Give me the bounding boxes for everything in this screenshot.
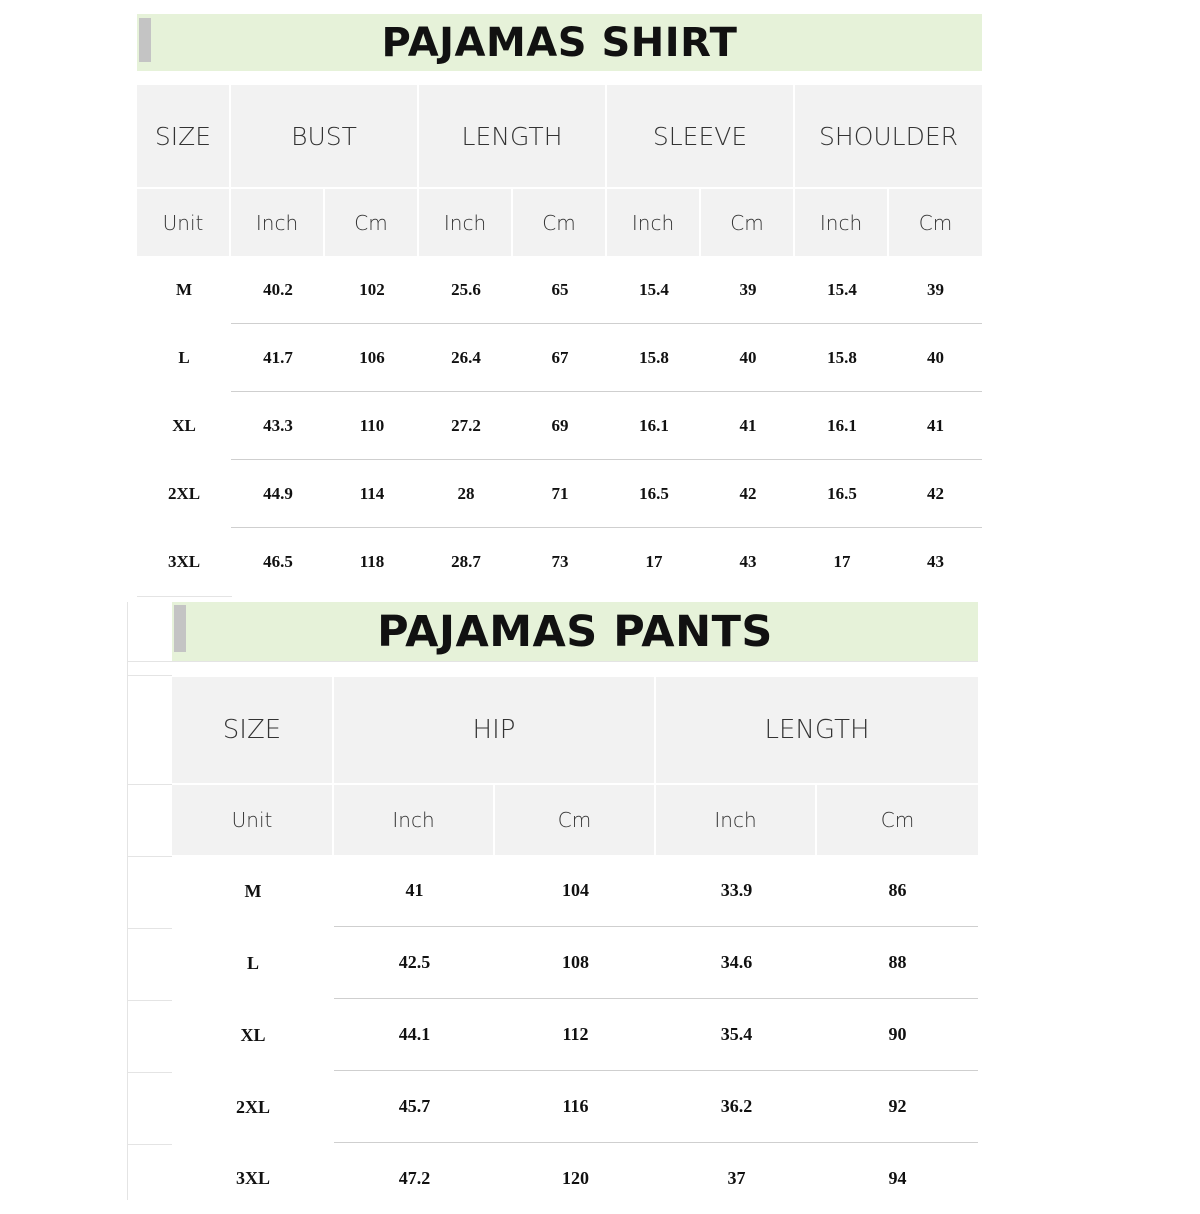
shirt-table-row bbox=[137, 392, 982, 460]
grid-line bbox=[127, 675, 172, 676]
grid-line bbox=[127, 602, 128, 1200]
shirt-row-value: 15.4 bbox=[795, 256, 889, 324]
grid-line bbox=[127, 928, 172, 929]
pants-row-value: 104 bbox=[495, 855, 656, 927]
shirt-size-table bbox=[137, 85, 982, 595]
pants-row-size: 2XL bbox=[235, 1096, 270, 1117]
grid-line bbox=[127, 661, 978, 662]
pants-unit: Cm bbox=[495, 785, 656, 855]
shirt-row-value: 16.5 bbox=[607, 460, 701, 528]
shirt-row-value: 43 bbox=[927, 551, 945, 571]
shirt-unit: Inch bbox=[231, 189, 325, 256]
shirt-row-value: 106 bbox=[325, 324, 419, 392]
pants-row-value: 92 bbox=[817, 1071, 978, 1143]
shirt-row-value: 25.6 bbox=[419, 256, 513, 324]
grid-line bbox=[127, 784, 172, 785]
pants-table-row bbox=[172, 1143, 978, 1214]
shirt-title-accent bbox=[139, 18, 151, 62]
shirt-header-sleeve: SLEEVE bbox=[607, 85, 795, 189]
pants-row-size: 3XL bbox=[235, 1168, 270, 1188]
pants-table-body bbox=[172, 855, 978, 1214]
shirt-row-value: 39 bbox=[889, 256, 982, 324]
pants-row-value: 47.2 bbox=[398, 1168, 431, 1188]
shirt-row-size: XL bbox=[172, 416, 196, 435]
shirt-row-value: 114 bbox=[325, 460, 419, 528]
shirt-table-row bbox=[137, 256, 982, 324]
pants-title-accent bbox=[174, 605, 186, 652]
shirt-row-size: 3XL bbox=[167, 551, 201, 571]
shirt-row-value: 15.8 bbox=[795, 324, 889, 392]
shirt-table-body bbox=[137, 256, 982, 595]
pants-unit-row bbox=[172, 785, 978, 855]
pants-row-value: 44.1 bbox=[334, 999, 495, 1071]
grid-line bbox=[127, 856, 172, 857]
shirt-row-value: 41.7 bbox=[231, 324, 325, 392]
shirt-title-bar bbox=[137, 14, 982, 71]
pants-row-size: M bbox=[244, 880, 262, 901]
pants-row-value: 35.4 bbox=[656, 999, 817, 1071]
pants-header-row bbox=[172, 677, 978, 785]
shirt-row-value: 41 bbox=[701, 392, 795, 460]
pants-unit-label: Unit bbox=[172, 785, 334, 855]
shirt-row-value: 28.7 bbox=[451, 551, 481, 571]
pants-table-row bbox=[172, 1071, 978, 1143]
shirt-row-value: 16.1 bbox=[607, 392, 701, 460]
pants-row-size: L bbox=[246, 952, 259, 973]
shirt-row-value: 69 bbox=[513, 392, 607, 460]
pants-row-value: 94 bbox=[888, 1168, 907, 1188]
pants-unit: Inch bbox=[656, 785, 817, 855]
shirt-row-value: 42 bbox=[701, 460, 795, 528]
pants-row-value: 36.2 bbox=[656, 1071, 817, 1143]
shirt-header-bust: BUST bbox=[231, 85, 419, 189]
pants-row-value: 37 bbox=[727, 1168, 746, 1188]
shirt-row-value: 15.8 bbox=[607, 324, 701, 392]
shirt-unit-row bbox=[137, 189, 982, 256]
pants-row-value: 86 bbox=[817, 855, 978, 927]
pants-table-row bbox=[172, 855, 978, 927]
shirt-row-value: 39 bbox=[701, 256, 795, 324]
grid-line bbox=[127, 1000, 172, 1001]
shirt-row-value: 71 bbox=[513, 460, 607, 528]
pants-row-size: XL bbox=[240, 1024, 266, 1045]
pants-row-value: 34.6 bbox=[656, 927, 817, 999]
shirt-row-value: 16.5 bbox=[795, 460, 889, 528]
shirt-row-value: 44.9 bbox=[231, 460, 325, 528]
pants-table-row bbox=[172, 927, 978, 999]
shirt-row-value: 73 bbox=[551, 551, 569, 571]
shirt-table-row bbox=[137, 460, 982, 528]
shirt-row-value: 28 bbox=[419, 460, 513, 528]
pants-unit: Inch bbox=[334, 785, 495, 855]
pants-row-value: 45.7 bbox=[334, 1071, 495, 1143]
pants-row-value: 42.5 bbox=[334, 927, 495, 999]
shirt-row-value: 67 bbox=[513, 324, 607, 392]
shirt-row-size: L bbox=[178, 348, 190, 367]
grid-line bbox=[127, 1072, 172, 1073]
shirt-row-value: 15.4 bbox=[607, 256, 701, 324]
pants-table-row bbox=[172, 999, 978, 1071]
shirt-row-value: 17 bbox=[645, 551, 663, 571]
shirt-row-value: 40 bbox=[701, 324, 795, 392]
shirt-row-value: 65 bbox=[513, 256, 607, 324]
pants-title: PAJAMAS PANTS bbox=[377, 607, 773, 657]
pants-header-length: LENGTH bbox=[656, 677, 978, 785]
pants-title-bar bbox=[172, 602, 978, 661]
shirt-unit: Cm bbox=[701, 189, 795, 256]
shirt-row-value: 43.3 bbox=[231, 392, 325, 460]
shirt-row-value: 43 bbox=[739, 551, 757, 571]
pants-size-table bbox=[172, 677, 978, 1214]
shirt-title: PAJAMAS SHIRT bbox=[381, 20, 738, 66]
shirt-row-value: 40.2 bbox=[231, 256, 325, 324]
pants-row-value: 90 bbox=[817, 999, 978, 1071]
grid-line bbox=[137, 596, 232, 597]
pants-row-value: 108 bbox=[495, 927, 656, 999]
shirt-table-row bbox=[137, 528, 982, 595]
pants-row-value: 41 bbox=[334, 855, 495, 927]
shirt-unit: Inch bbox=[795, 189, 889, 256]
shirt-unit: Inch bbox=[419, 189, 513, 256]
shirt-row-value: 110 bbox=[325, 392, 419, 460]
shirt-row-value: 27.2 bbox=[419, 392, 513, 460]
shirt-row-value: 26.4 bbox=[419, 324, 513, 392]
shirt-row-value: 42 bbox=[889, 460, 982, 528]
pants-row-value: 120 bbox=[562, 1168, 589, 1188]
shirt-row-size: 2XL bbox=[167, 484, 201, 503]
shirt-header-size: SIZE bbox=[137, 85, 231, 189]
pants-row-value: 88 bbox=[817, 927, 978, 999]
pants-unit: Cm bbox=[817, 785, 978, 855]
shirt-unit: Inch bbox=[607, 189, 701, 256]
shirt-unit: Cm bbox=[889, 189, 982, 256]
shirt-row-value: 17 bbox=[833, 551, 851, 571]
shirt-unit: Cm bbox=[513, 189, 607, 256]
pants-row-value: 116 bbox=[495, 1071, 656, 1143]
shirt-header-row bbox=[137, 85, 982, 189]
pants-row-value: 33.9 bbox=[656, 855, 817, 927]
shirt-row-value: 16.1 bbox=[795, 392, 889, 460]
shirt-row-value: 102 bbox=[325, 256, 419, 324]
shirt-unit: Cm bbox=[325, 189, 419, 256]
grid-line bbox=[127, 1144, 172, 1145]
shirt-header-length: LENGTH bbox=[419, 85, 607, 189]
shirt-row-value: 46.5 bbox=[263, 551, 293, 571]
pants-row-value: 112 bbox=[495, 999, 656, 1071]
shirt-row-size: M bbox=[175, 280, 193, 299]
shirt-row-value: 118 bbox=[359, 551, 385, 571]
pants-header-size: SIZE bbox=[172, 677, 334, 785]
shirt-table-row bbox=[137, 324, 982, 392]
shirt-row-value: 40 bbox=[889, 324, 982, 392]
shirt-header-shoulder: SHOULDER bbox=[795, 85, 982, 189]
pants-header-hip: HIP bbox=[334, 677, 656, 785]
shirt-unit-label: Unit bbox=[137, 189, 231, 256]
shirt-row-value: 41 bbox=[889, 392, 982, 460]
